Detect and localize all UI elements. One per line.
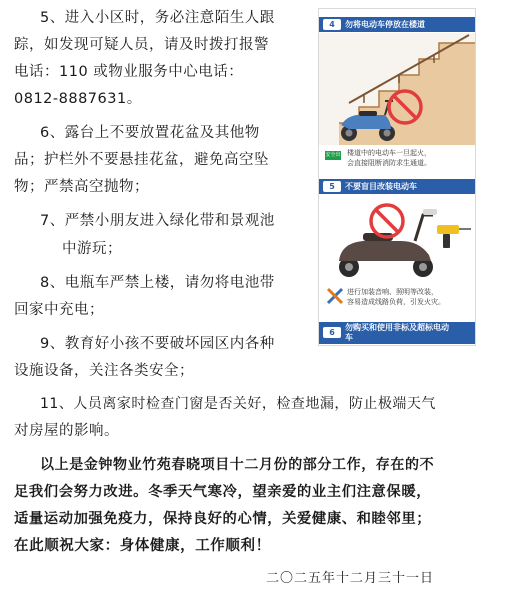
poster-section-header: [319, 17, 475, 32]
closing-line: 足我们会努力改进。冬季天气寒冷，望亲爱的业主们注意保暖，: [14, 484, 432, 500]
prohibit-icon: [371, 205, 403, 237]
paragraph-line: 对房屋的影响。: [14, 423, 119, 439]
closing-line: 以上是金钟物业竹苑春晓项目十二月份的部分工作，存在的不: [40, 457, 435, 473]
paragraph-line: 0812-8887631。: [14, 91, 142, 107]
poster-note: 会直接阻断消防求生通道。: [347, 159, 431, 167]
poster-note: 容易造成线路负荷，引发火灾。: [347, 298, 445, 306]
paragraph-line: 回家中充电；: [14, 302, 104, 318]
scooter-icon: [339, 209, 437, 277]
poster-note: 楼道中的电动车一旦起火，: [347, 149, 431, 157]
closing-line: 适量运动加强免疫力，保持良好的心情，关爱健康、和睦邻里；: [14, 511, 432, 527]
wrench-icon: [325, 286, 345, 306]
section-number: 4: [323, 19, 341, 30]
paragraph-line: 11、人员离家时检查门窗是否关好，检查地漏，防止极端天气: [40, 396, 436, 412]
paragraph-line: 电话：110 或物业服务中心电话：: [14, 64, 244, 80]
drill-icon: [437, 225, 471, 248]
document-date: 二〇二五年十二月三十一日: [265, 571, 434, 586]
paragraph-line: 踪，如发现可疑人员，请及时拨打报警: [14, 37, 269, 53]
paragraph-line: 品；护栏外不要悬挂花盆，避免高空坠: [14, 152, 269, 168]
poster-section-header: [319, 179, 475, 194]
paragraph-line: 物；严禁高空抛物；: [14, 179, 149, 195]
exit-sign-icon: 安全出口: [325, 152, 341, 167]
paragraph-line: 设施设备，关注各类安全；: [14, 363, 194, 379]
paragraph-line: 中游玩；: [62, 241, 122, 257]
section-number: 5: [323, 181, 341, 192]
paragraph-line: 8、电瓶车严禁上楼，请勿将电池带: [40, 275, 275, 291]
section-title: 勿将电动车停放在楼道: [345, 20, 425, 29]
modified-scooter-illustration: [319, 195, 475, 281]
paragraph-line: 7、严禁小朋友进入绿化带和景观池: [40, 213, 275, 229]
poster-section-header: [319, 322, 475, 344]
closing-line: 在此顺祝大家：身体健康，工作顺利！: [14, 538, 271, 554]
paragraph-line: 6、露台上不要放置花盆及其他物: [40, 125, 260, 141]
section-title: 不要盲目改装电动车: [345, 182, 417, 191]
section-title: 勿购买和使用非标及超标电动车: [345, 323, 449, 342]
safety-poster: [318, 8, 476, 346]
stairs-scooter-illustration: [319, 33, 475, 145]
paragraph-line: 9、教育好小孩不要破坏园区内各种: [40, 336, 275, 352]
poster-note: 进行加装音响、照明等改装，: [347, 288, 438, 296]
paragraph-line: 5、进入小区时，务必注意陌生人跟: [40, 10, 275, 26]
section-number: 6: [323, 327, 341, 338]
